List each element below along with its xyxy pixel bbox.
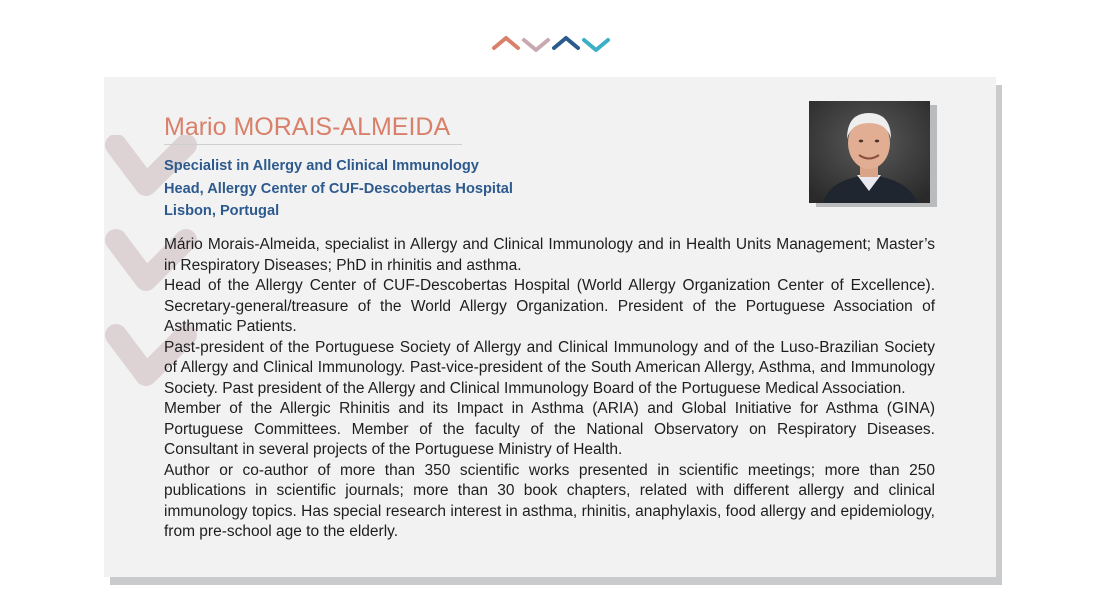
affiliation-line: Specialist in Allergy and Clinical Immunology bbox=[164, 158, 479, 174]
affiliation-list bbox=[164, 155, 513, 223]
speaker-biography bbox=[164, 235, 935, 543]
bio-paragraph: Author or co-author of more than 350 scientific works presented in scientific meetings; more than 250 publications in scientific journals; more than 30 book chapters, related with different allergy and clinical immunology topics. Has special research interest in asthma, rhinitis, anaphylaxis, food allergy and epidemiology, from pre-school age to the elderly. bbox=[164, 461, 935, 540]
affiliation-line: Lisbon, Portugal bbox=[164, 203, 280, 219]
bio-paragraph: Member of the Allergic Rhinitis and its Impact in Asthma (ARIA) and Global Initiative for Asthma (GINA) Portuguese Committees. Member of the faculty of the National Observatory on Respiratory Diseases. Consultant in several projects of the Portuguese Ministry of Health. bbox=[164, 400, 935, 458]
chevron-down-icon bbox=[524, 40, 548, 50]
speaker-card bbox=[104, 77, 996, 577]
chevron-up-icon bbox=[554, 38, 578, 48]
bio-paragraph: Head of the Allergy Center of CUF-Descobertas Hospital (World Allergy Organization Center of Excellence). Secretary-general/treasure of the World Allergy Organization. President of the Portuguese Association of Asthmatic Patients. bbox=[164, 277, 935, 335]
bio-paragraph: Mário Morais-Almeida, specialist in Allergy and Clinical Immunology and in Health Units Management; Master’s in Respiratory Diseases; PhD in rhinitis and asthma. bbox=[164, 236, 935, 274]
chevron-decoration bbox=[492, 34, 610, 54]
speaker-name: Mario MORAIS-ALMEIDA bbox=[164, 113, 462, 145]
speaker-photo bbox=[809, 101, 930, 203]
bio-paragraph: Past-president of the Portuguese Society of Allergy and Clinical Immunology and of the Luso-Brazilian Society of Allergy and Clinical Immunology. Past-vice-president of the South American Allergy, Asthma, and Immunology Society. Past president of the Allergy and Clinical Immunology Board of the Portuguese Medical Association. bbox=[164, 338, 935, 397]
chevron-up-icon bbox=[494, 38, 518, 48]
affiliation-line: Head, Allergy Center of CUF-Descobertas Hospital bbox=[164, 180, 513, 197]
chevron-down-icon bbox=[584, 40, 608, 50]
portrait-image bbox=[809, 101, 930, 203]
